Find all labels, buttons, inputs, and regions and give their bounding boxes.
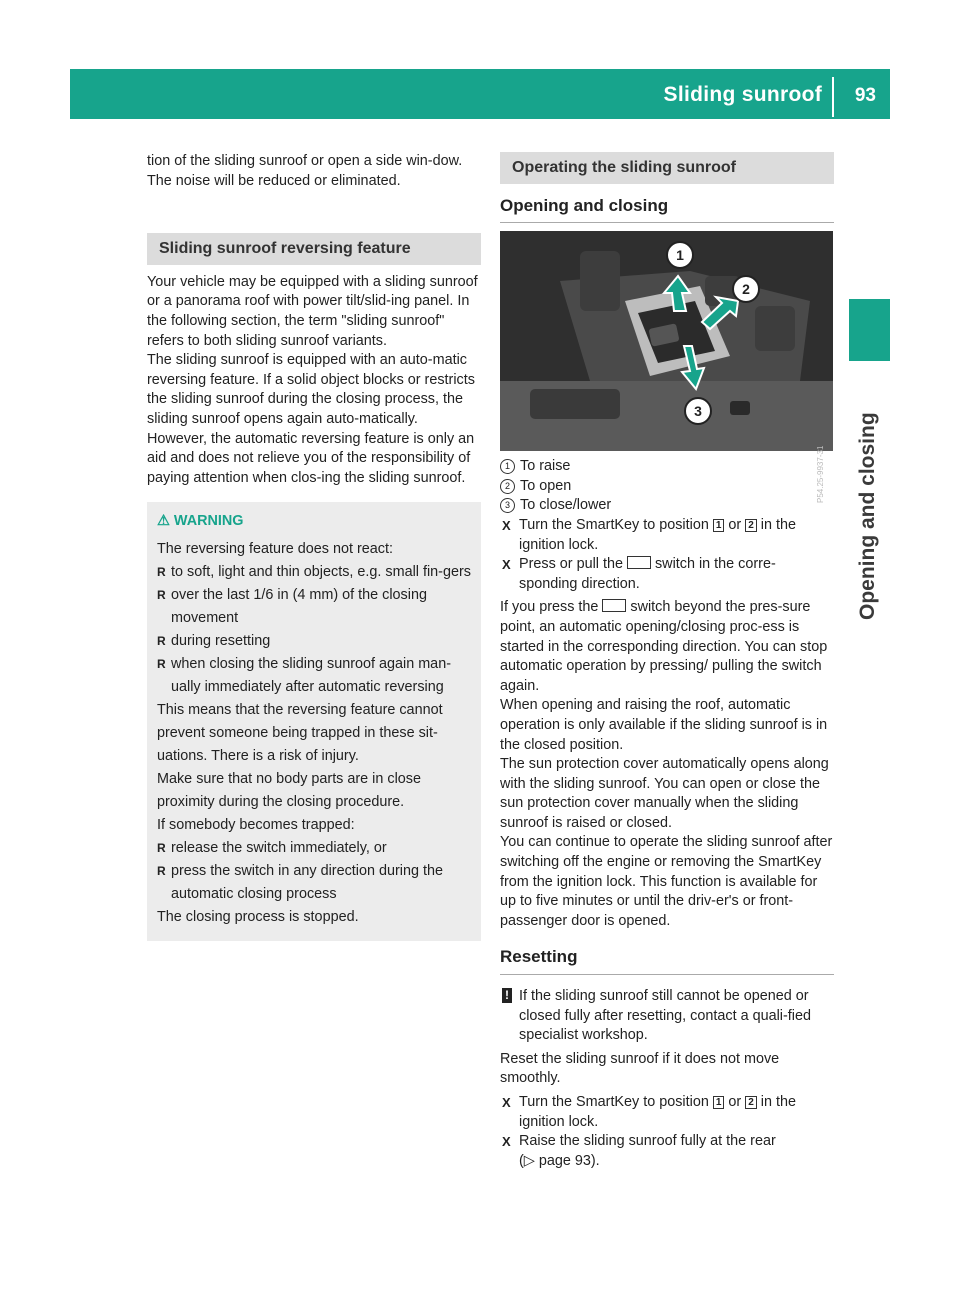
chapter-label	[847, 370, 893, 620]
operating-p3: The sun protection cover automatically opens along with the sliding sunroof. You can open or close the sun protection cover manually when the sliding sunroof is raised or closed.	[500, 756, 829, 831]
legend-text: To open	[520, 477, 572, 494]
p1-text: switch beyond the pres-sure point, an automatic opening/closing proc-ess is started in the corresponding direction. You can stop automatic operation by pressing/ pulling the switch again.	[500, 599, 828, 694]
operating-p2: When opening and raising the roof, automatic operation is only available if the sliding sunroof is in the closed position.	[500, 697, 828, 753]
step-turn-key	[500, 516, 834, 555]
key-position-2: 2	[745, 519, 757, 532]
step-text: Turn the SmartKey to position	[519, 516, 709, 533]
legend-item	[500, 457, 834, 477]
photo-reference: P54.25-9937-31	[815, 445, 825, 503]
legend-item	[500, 496, 834, 516]
warning-end: The closing process is stopped.	[157, 908, 359, 925]
warning-title	[157, 512, 473, 532]
reset-p: Reset the sliding sunroof if it does not move smoothly.	[500, 1050, 780, 1087]
step-raise-rear	[500, 1132, 834, 1171]
switch-icon	[602, 599, 626, 612]
or-text: or	[728, 1094, 742, 1110]
warning-bullet: R to soft, light and thin objects, e.g. small fin-gers	[157, 561, 473, 584]
legend-text: To raise	[520, 458, 571, 475]
reversing-p1: Your vehicle may be equipped with a sliding sunroof or a panorama roof with power tilt/slid-ing panel. In the following section, the term "sliding sunroof" refers to both sliding sunroof variants.	[147, 273, 478, 349]
callout-2: 2	[732, 275, 760, 303]
warning-bullet: R when closing the sliding sunroof again man-ually immediately after automatic reversing	[157, 653, 473, 699]
step-text: in the ignition lock.	[519, 1094, 796, 1130]
warning-bullet: R release the switch immediately, or	[157, 837, 473, 860]
step-turn-key-reset	[500, 1093, 834, 1132]
header-separator	[832, 77, 834, 117]
page-reference-link[interactable]: (▷ page 93).	[519, 1152, 600, 1169]
warning-bullet: R over the last 1/6 in (4 mm) of the closing movement	[157, 584, 473, 630]
step-text: in the ignition lock.	[519, 516, 796, 553]
operating-p1	[500, 598, 834, 696]
key-position-2: 2	[745, 1096, 757, 1109]
key-position-1: 1	[713, 519, 725, 532]
legend-number: 2	[500, 479, 515, 494]
p1-text: If you press the	[500, 599, 599, 616]
section-title-reversing: Sliding sunroof reversing feature	[147, 233, 481, 265]
warning-if-trapped: If somebody becomes trapped:	[157, 816, 355, 833]
warning-lead: The reversing feature does not react:	[157, 540, 393, 557]
warning-title-text: WARNING	[173, 513, 244, 530]
chapter-tab	[849, 299, 890, 361]
page-number: 93	[854, 85, 876, 106]
step-text: Turn the SmartKey to position	[519, 1094, 709, 1110]
subtitle-resetting: Resetting	[500, 947, 834, 975]
legend-number: 3	[500, 498, 515, 513]
right-column	[500, 152, 834, 1171]
page-header	[70, 69, 890, 119]
chapter-label-text: Opening and closing	[856, 412, 879, 620]
step-text: Press or pull the	[519, 556, 623, 573]
legend-item	[500, 477, 834, 497]
intro-text: tion of the sliding sunroof or open a side win-dow. The noise will be reduced or eliminated.	[147, 153, 463, 189]
photo-illustration	[500, 231, 833, 451]
step-text: switch in the corre-sponding direction.	[519, 556, 776, 592]
warning-bullet: R during resetting	[157, 630, 473, 653]
note-workshop	[500, 987, 834, 1046]
operating-p4: You can continue to operate the sliding sunroof after switching off the engine or removing the SmartKey from the ignition lock. This function is available for up to five minutes or until the driv-er's or front-passenger door is opened.	[500, 834, 833, 929]
section-title-operating: Operating the sliding sunroof	[500, 152, 834, 184]
or-text: or	[728, 516, 742, 533]
callout-3: 3	[684, 397, 712, 425]
note-text: If the sliding sunroof still cannot be opened or closed fully after resetting, contact a quali-fied specialist workshop.	[519, 988, 811, 1044]
warning-make-sure: Make sure that no body parts are in close proximity during the closing procedure.	[157, 770, 421, 810]
warning-icon: ⚠	[157, 513, 174, 530]
notice-icon: !	[502, 988, 512, 1003]
step-text: Raise the sliding sunroof fully at the rear	[519, 1133, 776, 1150]
reversing-p2: The sliding sunroof is equipped with an auto-matic reversing feature. If a solid object blocks or restricts the sliding sunroof during the closing process, the sliding sunroof opens again auto-matically. However, the automatic reversing feature is only an aid and does not relieve you of the responsibility of paying attention when clos-ing the sliding sunroof.	[147, 352, 475, 486]
callout-1: 1	[666, 241, 694, 269]
key-position-1: 1	[713, 1096, 725, 1109]
warning-box	[147, 502, 481, 941]
left-column	[147, 152, 481, 941]
legend-number: 1	[500, 459, 515, 474]
warning-bullet: R press the switch in any direction during the automatic closing process	[157, 860, 473, 906]
warning-risk: This means that the reversing feature cannot prevent someone being trapped in these sit-uations. There is a risk of injury.	[157, 701, 443, 764]
step-press-switch	[500, 555, 834, 594]
header-title: Sliding sunroof	[663, 83, 822, 106]
legend-text: To close/lower	[520, 497, 612, 514]
subtitle-opening-closing: Opening and closing	[500, 196, 834, 224]
switch-icon	[627, 556, 651, 569]
